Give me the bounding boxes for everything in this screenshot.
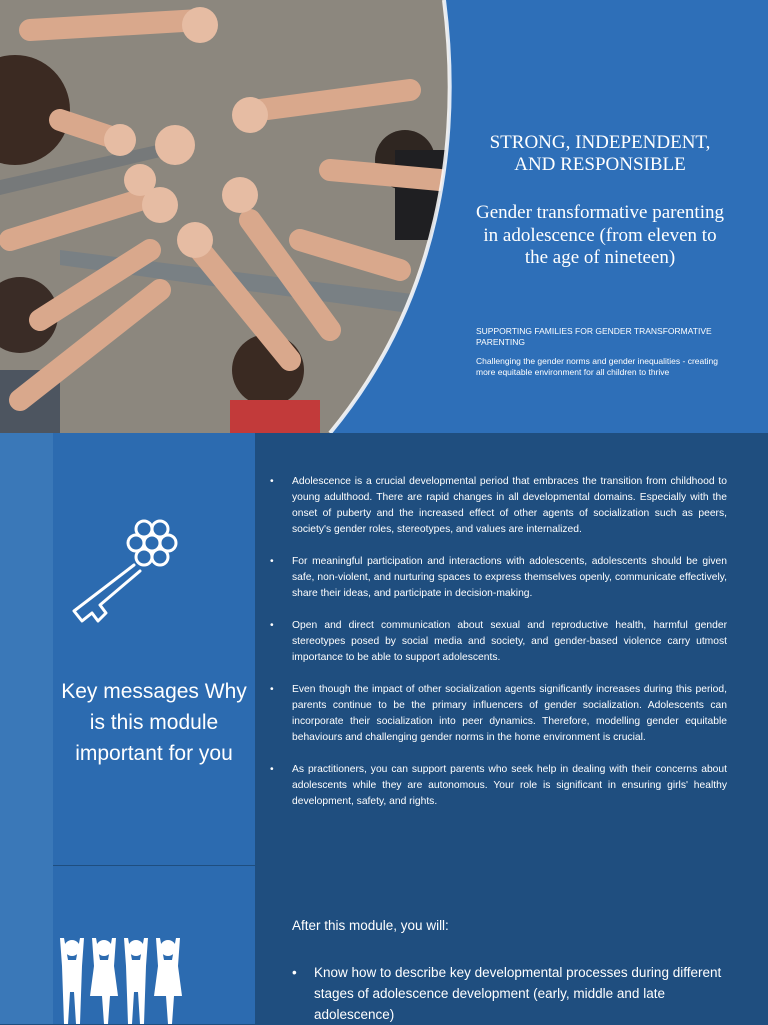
key-messages-list <box>268 474 727 826</box>
outcomes-list <box>292 962 728 1025</box>
list-item: • Adolescence is a crucial developmental period that embraces the transition from childhood to young adulthood. There are rapid changes in all developmental domains. Especially with the onset of puberty and the increased effect of other agents of socialization such as peers, society's gender roles, stereotypes, and values are internalized. <box>268 474 727 538</box>
key-messages-heading: Key messages Why is this module important for you <box>61 680 247 765</box>
outcomes-intro: After this module, you will: <box>292 918 449 933</box>
list-item: • Open and direct communication about sexual and reproductive health, harmful gender stereotypes posed by social media and society, and gender-based violence carry utmost importance to be able to support adolescents. <box>268 618 727 666</box>
document-subtitle: Gender transformative parenting in adolescence (from eleven to the age of nineteen) <box>476 202 724 268</box>
hero-banner <box>0 0 768 433</box>
program-name: SUPPORTING FAMILIES FOR GENDER TRANSFORMATIVE PARENTING <box>476 326 712 347</box>
left-accent-strip <box>0 433 53 1024</box>
list-item: • Know how to describe key developmental processes during different stages of adolescence development (early, middle and late adolescence) <box>292 962 728 1025</box>
document-title: STRONG, INDEPENDENT, AND RESPONSIBLE <box>489 132 711 175</box>
key-icon <box>60 505 190 635</box>
list-item: • Even though the impact of other socialization agents significantly increases during this period, parents continue to be the primary influencers of gender socialization. Adolescents can incorporate their socialization into peer dynamics. Therefore, modelling gender equitable behaviours and challenging gender norms in the home environment is crucial. <box>268 682 727 746</box>
people-group-icon <box>56 936 184 1024</box>
list-item: • For meaningful participation and interactions with adolescents, adolescents should be given safe, non-violent, and nurturing spaces to express themselves openly, communicate effectively, share their ideas, and participate in decision-making. <box>268 554 727 602</box>
sidebar-panel <box>53 433 255 865</box>
program-tagline: Challenging the gender norms and gender inequalities - creating more equitable environment for all children to thrive <box>476 356 718 377</box>
list-item: • As practitioners, you can support parents who seek help in dealing with their concerns about adolescents while they are autonomous. Your role is significant in ensuring girls' healthy development, safety, and rights. <box>268 762 727 810</box>
